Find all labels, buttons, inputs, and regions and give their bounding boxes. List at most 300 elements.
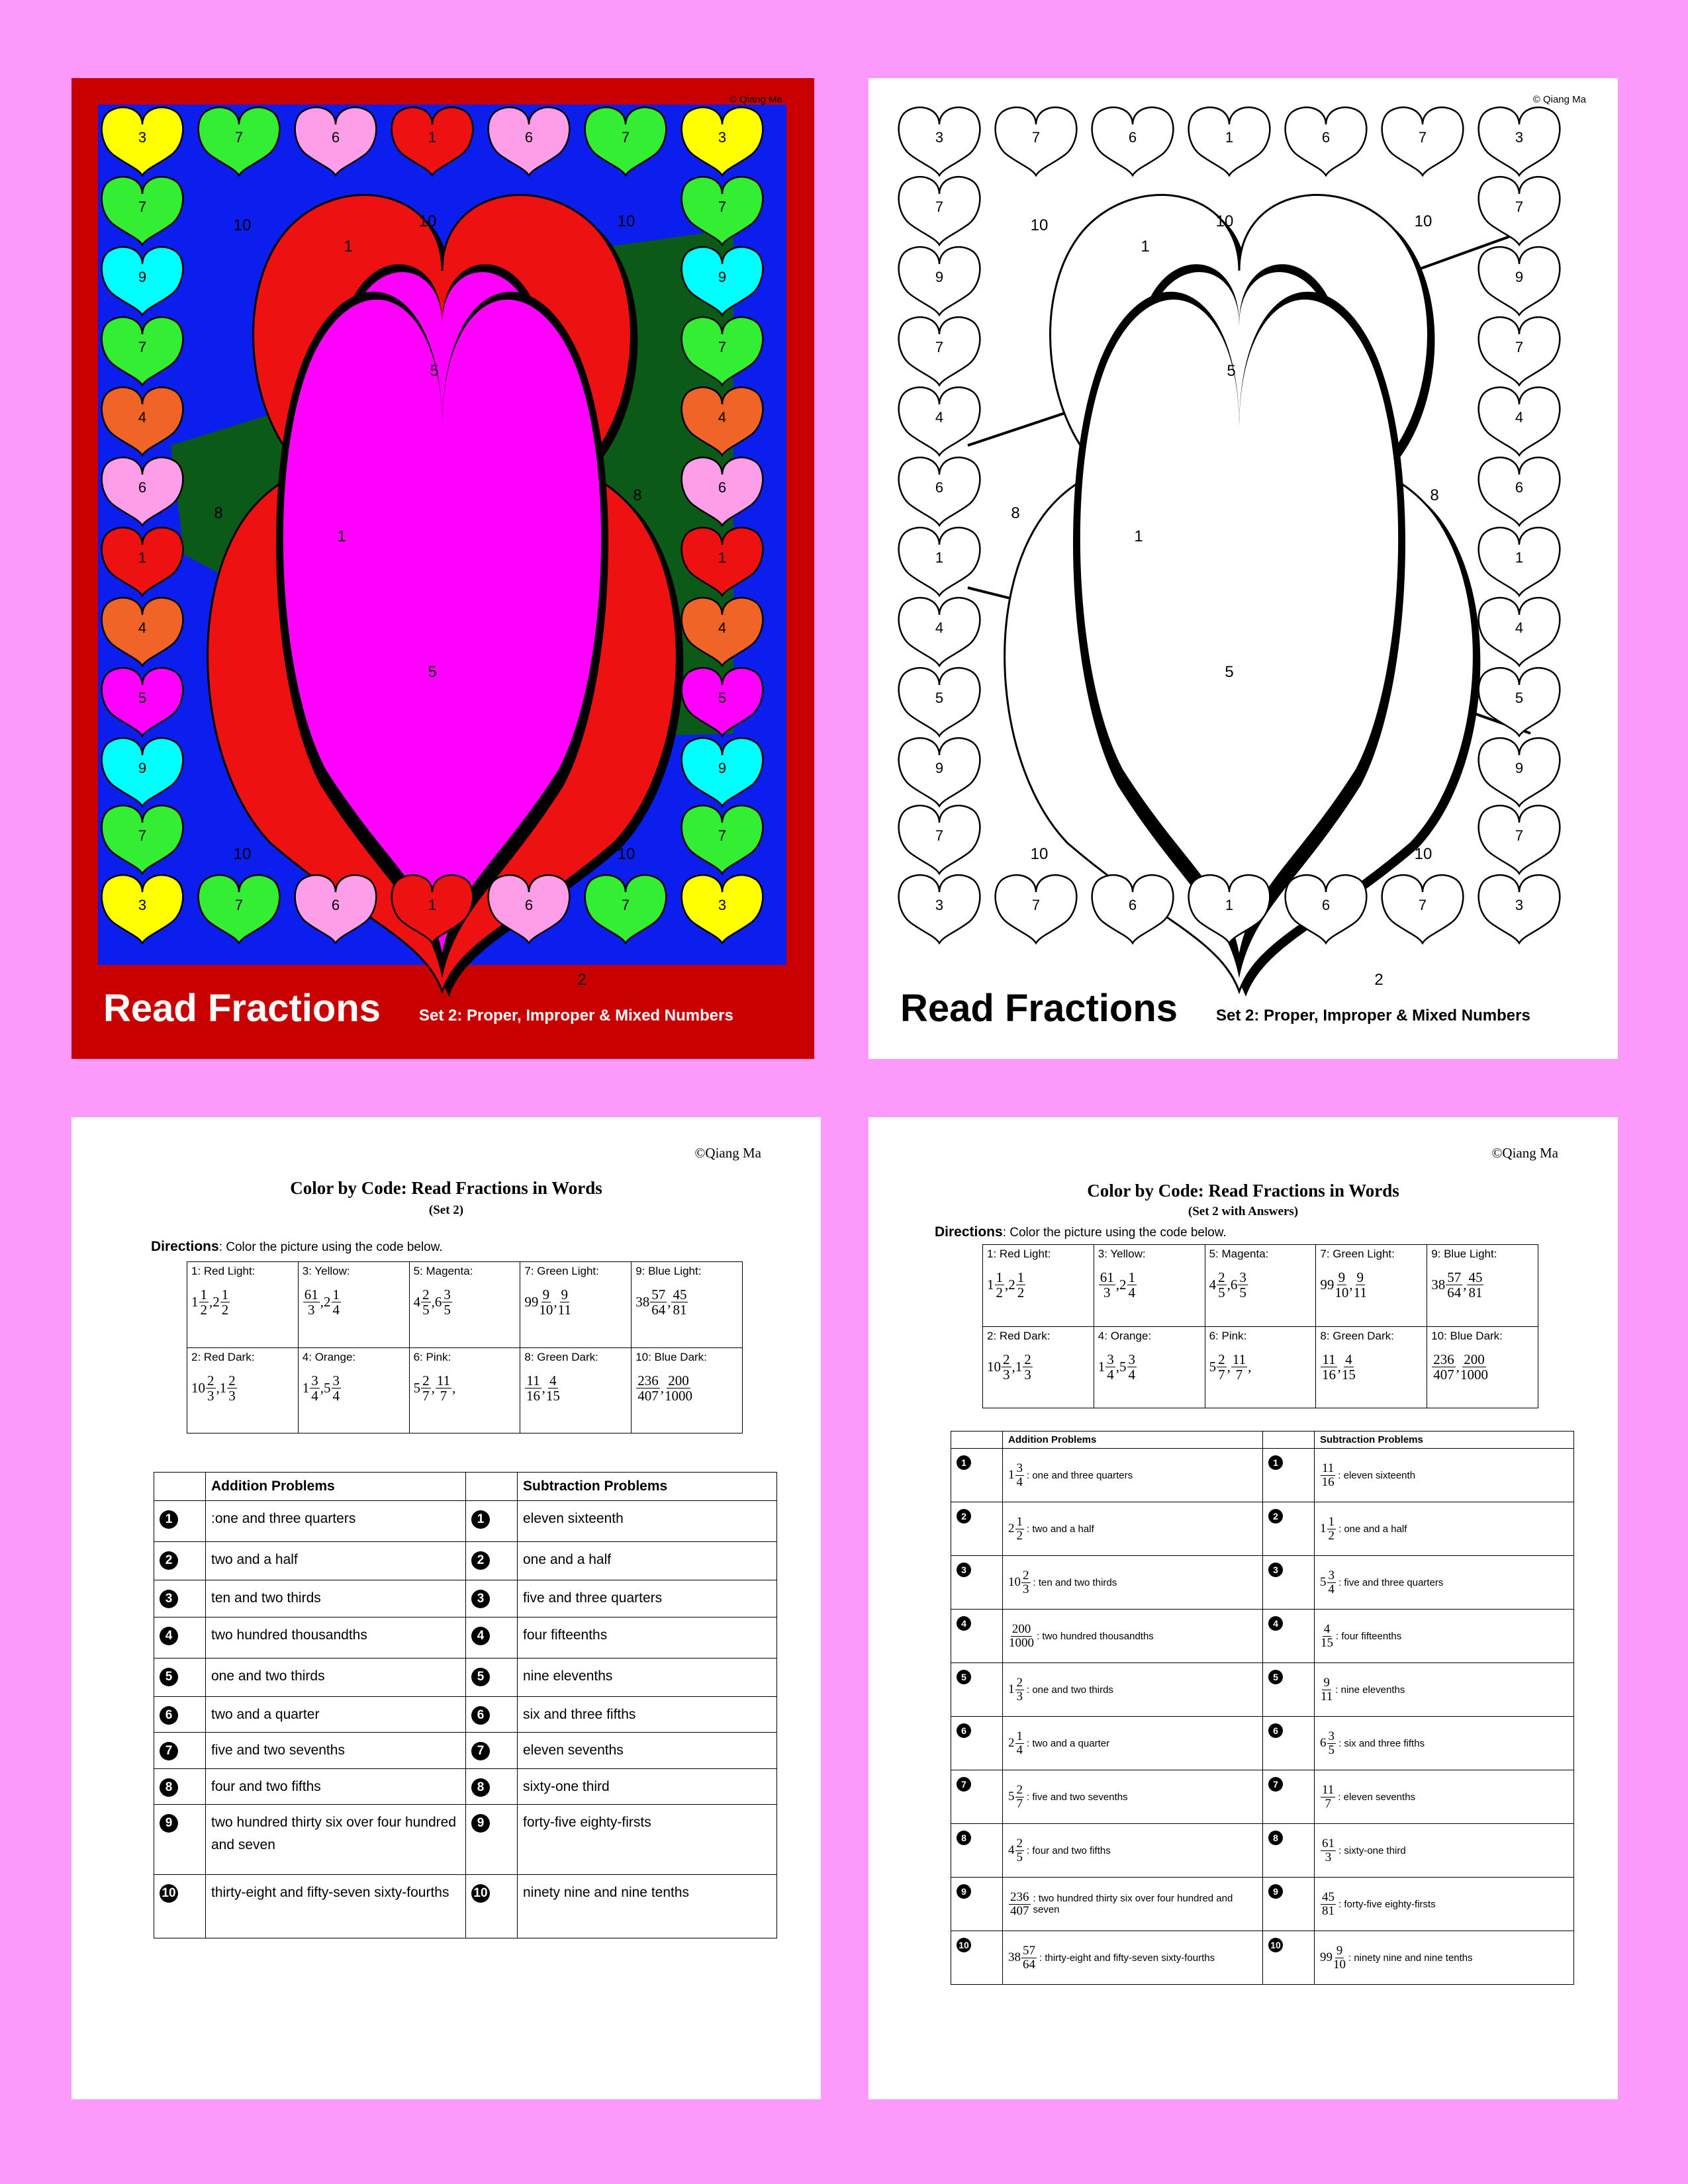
number-cell bbox=[154, 1805, 206, 1875]
numerator: 1 bbox=[200, 1287, 207, 1302]
heart-code-label: 4 bbox=[718, 619, 727, 636]
denominator: 16 bbox=[526, 1387, 540, 1404]
problem-number-badge: 7 bbox=[957, 1777, 971, 1792]
answer-row bbox=[951, 1502, 1574, 1556]
code-cell bbox=[983, 1245, 1094, 1327]
fraction-stack bbox=[1333, 1944, 1346, 1972]
fraction-stack bbox=[1354, 1270, 1367, 1300]
numerator: 200 bbox=[668, 1372, 689, 1388]
numerator: 11 bbox=[526, 1372, 540, 1388]
code-label: 4: Orange: bbox=[1098, 1329, 1152, 1342]
number-cell bbox=[1263, 1931, 1315, 1985]
problem-number-badge: 4 bbox=[160, 1627, 178, 1645]
fraction-stack bbox=[1432, 1352, 1456, 1382]
header-blank bbox=[951, 1432, 1003, 1449]
comma: , bbox=[320, 1294, 324, 1310]
numerator: 45 bbox=[1322, 1889, 1335, 1904]
comma: , bbox=[1011, 1358, 1015, 1375]
whole-number: 1 bbox=[219, 1379, 227, 1396]
heart-code-label: 9 bbox=[138, 269, 147, 285]
denominator: 5 bbox=[444, 1302, 451, 1318]
problem-number-badge: 4 bbox=[471, 1627, 490, 1645]
fraction bbox=[1119, 1352, 1137, 1382]
heart-code-label: 7 bbox=[621, 129, 630, 146]
problem-row bbox=[154, 1733, 777, 1769]
fraction bbox=[1231, 1270, 1248, 1300]
whole-number: 1 bbox=[1008, 1468, 1015, 1482]
heart-code-label: 3 bbox=[935, 897, 944, 913]
addition-answer bbox=[1003, 1824, 1263, 1878]
number-cell bbox=[466, 1875, 518, 1938]
problem-number-badge: 3 bbox=[957, 1563, 971, 1577]
denominator: 4 bbox=[332, 1302, 340, 1318]
region-label: 1 bbox=[337, 527, 346, 545]
numerator: 3 bbox=[332, 1372, 340, 1388]
comma: , bbox=[1349, 1277, 1353, 1293]
fraction-stack bbox=[1321, 1676, 1333, 1704]
heart-code-label: 3 bbox=[1515, 129, 1524, 146]
whole-number: 1 bbox=[987, 1277, 994, 1293]
code-label: 6: Pink: bbox=[413, 1350, 451, 1363]
answer-row bbox=[951, 1556, 1574, 1610]
problem-number-badge: 6 bbox=[1268, 1723, 1283, 1738]
fraction bbox=[1320, 1270, 1349, 1300]
denominator: 407 bbox=[637, 1387, 659, 1404]
numerator: 57 bbox=[651, 1287, 666, 1302]
whole-number: 2 bbox=[212, 1294, 220, 1310]
numerator: 2 bbox=[207, 1372, 214, 1388]
worksheet-copyright: ©Qiang Ma bbox=[694, 1145, 761, 1161]
number-cell bbox=[951, 1824, 1003, 1878]
numerator: 3 bbox=[1328, 1729, 1335, 1743]
answer-words: : two hundred thousandths bbox=[1037, 1630, 1154, 1642]
fraction-stack bbox=[1021, 1569, 1031, 1596]
answer bbox=[1320, 1944, 1473, 1972]
answer bbox=[1320, 1569, 1443, 1596]
heart-code-label: 4 bbox=[935, 409, 944, 426]
denominator: 7 bbox=[1218, 1366, 1225, 1383]
problem-number-badge: 1 bbox=[471, 1510, 490, 1529]
problems-table bbox=[154, 1472, 777, 1938]
fraction-stack bbox=[1321, 1837, 1336, 1864]
answer-words: : sixty-one third bbox=[1338, 1844, 1406, 1856]
heart-code-label: 9 bbox=[935, 269, 944, 285]
heart-code-label: 7 bbox=[718, 339, 727, 355]
region-label: 5 bbox=[1225, 663, 1234, 681]
fraction bbox=[1431, 1352, 1456, 1382]
cover-title: Read Fractions bbox=[103, 987, 381, 1030]
answer bbox=[1008, 1784, 1128, 1811]
subtraction-answer bbox=[1315, 1663, 1574, 1717]
problem-number-badge: 2 bbox=[160, 1551, 178, 1570]
problem-number-badge: 3 bbox=[160, 1590, 178, 1608]
denominator: 4 bbox=[1328, 1582, 1335, 1596]
code-cell bbox=[1316, 1245, 1427, 1327]
heart-code-label: 6 bbox=[935, 479, 944, 496]
answer bbox=[1320, 1516, 1407, 1543]
answer-words: : six and three fifths bbox=[1338, 1737, 1425, 1749]
fraction bbox=[1320, 1891, 1336, 1918]
heart-code-label: 4 bbox=[935, 619, 944, 636]
fraction bbox=[1119, 1270, 1137, 1300]
heart-code-label: 7 bbox=[138, 339, 147, 355]
answer-words: : ten and two thirds bbox=[1033, 1576, 1117, 1588]
answer-words: : eleven sevenths bbox=[1338, 1791, 1416, 1803]
problem-number-badge: 3 bbox=[471, 1590, 490, 1608]
number-cell bbox=[466, 1768, 518, 1805]
whole-number: 99 bbox=[1320, 1950, 1333, 1964]
problem-number-badge: 10 bbox=[160, 1884, 178, 1903]
addition-problem: two hundred thirty six over four hundred and seven bbox=[206, 1805, 466, 1875]
numerator: 1 bbox=[221, 1287, 229, 1302]
numerator: 11 bbox=[436, 1372, 451, 1388]
fraction-stack bbox=[546, 1373, 560, 1403]
code-label: 10: Blue Dark: bbox=[1431, 1329, 1503, 1342]
fraction bbox=[303, 1373, 320, 1403]
denominator: 11 bbox=[1353, 1285, 1367, 1301]
fraction bbox=[1008, 1569, 1031, 1596]
worksheet-subtitle: (Set 2) bbox=[428, 1203, 464, 1217]
cover-copyright: © Qiang Ma bbox=[729, 94, 782, 105]
fraction-stack bbox=[1321, 1462, 1335, 1489]
code-cell bbox=[1427, 1245, 1538, 1327]
fraction-stack bbox=[206, 1373, 216, 1403]
worksheet-copyright: ©Qiang Ma bbox=[1491, 1145, 1558, 1161]
subtraction-header: Subtraction Problems bbox=[518, 1473, 777, 1501]
heart-code-label: 4 bbox=[718, 409, 727, 426]
answer-words: : five and three quarters bbox=[1338, 1576, 1444, 1588]
denominator: 3 bbox=[207, 1387, 214, 1404]
comma: , bbox=[1227, 1277, 1231, 1293]
whole-number: 5 bbox=[1008, 1790, 1015, 1803]
number-cell bbox=[466, 1580, 518, 1617]
answer bbox=[1320, 1891, 1436, 1918]
denominator: 64 bbox=[1447, 1285, 1462, 1301]
fraction-stack bbox=[442, 1287, 452, 1317]
code-label: 1: Red Light: bbox=[191, 1265, 256, 1277]
heart-code-label: 3 bbox=[718, 897, 727, 913]
number-cell bbox=[951, 1610, 1003, 1663]
whole-number: 4 bbox=[413, 1294, 421, 1310]
region-label: 10 bbox=[418, 212, 437, 230]
number-cell bbox=[154, 1541, 206, 1580]
whole-number: 99 bbox=[524, 1294, 539, 1310]
comma: , bbox=[452, 1379, 456, 1396]
fraction bbox=[1008, 1784, 1025, 1811]
region-label: 10 bbox=[233, 845, 252, 863]
addition-problem: two and a quarter bbox=[206, 1696, 466, 1733]
denominator: 7 bbox=[1325, 1796, 1331, 1811]
region-label: 8 bbox=[633, 486, 642, 504]
comma: , bbox=[1005, 1277, 1009, 1293]
code-cell bbox=[1094, 1326, 1205, 1408]
addition-answer bbox=[1003, 1502, 1263, 1556]
fraction bbox=[1008, 1891, 1031, 1918]
number-cell bbox=[154, 1500, 206, 1541]
fraction-stack bbox=[421, 1373, 431, 1403]
denominator: 407 bbox=[1433, 1366, 1454, 1383]
answer bbox=[1320, 1837, 1406, 1864]
denominator: 7 bbox=[1016, 1796, 1023, 1811]
problem-number-badge: 5 bbox=[160, 1668, 178, 1686]
fraction-stack bbox=[199, 1287, 209, 1317]
code-cell bbox=[632, 1262, 743, 1348]
denominator: 5 bbox=[1239, 1285, 1246, 1301]
fraction bbox=[1231, 1352, 1248, 1382]
fraction-stack bbox=[436, 1373, 451, 1403]
comma: , bbox=[1248, 1358, 1252, 1375]
problem-row bbox=[154, 1696, 777, 1733]
fraction-stack bbox=[1015, 1730, 1025, 1757]
subtraction-problem: one and a half bbox=[518, 1541, 777, 1580]
cover-subtitle: Set 2: Proper, Improper & Mixed Numbers bbox=[419, 1007, 733, 1024]
code-label: 9: Blue Light: bbox=[635, 1265, 702, 1277]
region-label: 10 bbox=[617, 845, 635, 863]
problem-row bbox=[154, 1617, 777, 1658]
denominator: 7 bbox=[440, 1387, 447, 1404]
heart-code-label: 4 bbox=[1515, 619, 1524, 636]
number-cell bbox=[951, 1502, 1003, 1556]
fraction-stack bbox=[1016, 1270, 1026, 1300]
region-label: 10 bbox=[617, 212, 635, 230]
addition-answer bbox=[1003, 1878, 1263, 1931]
code-label: 4: Orange: bbox=[302, 1350, 356, 1363]
denominator: 81 bbox=[673, 1302, 687, 1318]
fraction bbox=[191, 1373, 216, 1403]
denominator: 3 bbox=[1023, 1582, 1029, 1596]
answer-row bbox=[951, 1449, 1574, 1502]
heart-code-label: 1 bbox=[1225, 129, 1234, 146]
fraction bbox=[1008, 1837, 1025, 1864]
denominator: 2 bbox=[200, 1302, 207, 1318]
addition-answer bbox=[1003, 1610, 1263, 1663]
numerator: 3 bbox=[1016, 1461, 1023, 1475]
problem-number-badge: 1 bbox=[1268, 1455, 1283, 1470]
heart-code-label: 6 bbox=[331, 897, 340, 913]
code-label: 10: Blue Dark: bbox=[635, 1350, 707, 1363]
fraction-stack bbox=[558, 1287, 571, 1317]
denominator: 15 bbox=[1341, 1366, 1356, 1383]
comma: , bbox=[320, 1379, 324, 1396]
problem-number-badge: 10 bbox=[957, 1938, 971, 1952]
subtraction-problem: eleven sixteenth bbox=[518, 1500, 777, 1541]
denominator: 3 bbox=[308, 1302, 315, 1318]
whole-number: 2 bbox=[324, 1294, 331, 1310]
whole-number: 10 bbox=[191, 1379, 205, 1396]
number-cell bbox=[1263, 1770, 1315, 1824]
code-cell bbox=[520, 1262, 632, 1348]
comma: , bbox=[431, 1294, 435, 1310]
heart-code-label: 9 bbox=[718, 269, 727, 285]
heart-code-label: 7 bbox=[1515, 339, 1524, 355]
denominator: 3 bbox=[1325, 1850, 1332, 1864]
numerator: 2 bbox=[1003, 1351, 1010, 1367]
fraction-stack bbox=[1321, 1784, 1335, 1811]
comma: , bbox=[553, 1294, 557, 1310]
number-cell bbox=[466, 1541, 518, 1580]
addition-answer bbox=[1003, 1931, 1263, 1985]
fraction-stack bbox=[1099, 1270, 1115, 1300]
answer bbox=[1320, 1462, 1415, 1489]
answer bbox=[1320, 1676, 1405, 1704]
denominator: 3 bbox=[1003, 1366, 1010, 1383]
whole-number: 10 bbox=[1008, 1575, 1021, 1589]
answer-words: : four fifteenths bbox=[1336, 1630, 1402, 1642]
whole-number: 1 bbox=[1015, 1358, 1023, 1375]
answer-row bbox=[951, 1610, 1574, 1663]
addition-header: Addition Problems bbox=[1003, 1432, 1263, 1449]
numerator: 2 bbox=[1016, 1675, 1023, 1690]
heart-code-label: 7 bbox=[1031, 129, 1041, 146]
code-label: 2: Red Dark: bbox=[987, 1329, 1051, 1342]
denominator: 1000 bbox=[1460, 1366, 1488, 1383]
heart-code-label: 5 bbox=[138, 690, 147, 706]
region-label: 10 bbox=[1414, 212, 1432, 230]
problem-number-badge: 5 bbox=[1268, 1670, 1283, 1684]
denominator: 4 bbox=[311, 1387, 318, 1404]
whole-number: 4 bbox=[1209, 1277, 1217, 1293]
subtraction-problem: six and three fifths bbox=[518, 1696, 777, 1733]
answer-row bbox=[951, 1824, 1574, 1878]
denominator: 7 bbox=[1235, 1366, 1243, 1383]
problem-number-badge: 8 bbox=[471, 1778, 490, 1797]
number-cell bbox=[1263, 1824, 1315, 1878]
region-label: 1 bbox=[344, 238, 353, 255]
numerator: 9 bbox=[1338, 1269, 1346, 1285]
denominator: 5 bbox=[1218, 1285, 1225, 1301]
problem-number-badge: 8 bbox=[1268, 1831, 1283, 1845]
answer-row bbox=[951, 1770, 1574, 1824]
fraction-stack bbox=[220, 1287, 230, 1317]
denominator: 4 bbox=[1016, 1475, 1023, 1489]
denominator: 10 bbox=[539, 1302, 553, 1318]
region-label: 10 bbox=[233, 216, 252, 234]
problem-number-badge: 4 bbox=[1268, 1616, 1283, 1631]
problem-number-badge: 5 bbox=[957, 1670, 971, 1684]
denominator: 4 bbox=[1016, 1743, 1023, 1757]
fraction bbox=[1320, 1730, 1336, 1757]
heart-code-label: 1 bbox=[1225, 897, 1234, 913]
numerator: 1 bbox=[1016, 1729, 1023, 1743]
fraction bbox=[664, 1373, 693, 1403]
subtraction-header: Subtraction Problems bbox=[1315, 1432, 1574, 1449]
region-label: 2 bbox=[577, 971, 586, 989]
fraction-stack bbox=[303, 1287, 320, 1317]
problems-header bbox=[951, 1432, 1574, 1449]
problem-row bbox=[154, 1875, 777, 1938]
number-cell bbox=[951, 1770, 1003, 1824]
numerator: 2 bbox=[1023, 1568, 1029, 1582]
denominator: 64 bbox=[1023, 1957, 1035, 1972]
fraction bbox=[635, 1287, 667, 1317]
problem-number-badge: 4 bbox=[957, 1616, 971, 1631]
whole-number: 1 bbox=[1008, 1682, 1015, 1696]
answer bbox=[1008, 1462, 1133, 1489]
addition-answer bbox=[1003, 1556, 1263, 1610]
number-cell bbox=[154, 1768, 206, 1805]
heart-code-label: 7 bbox=[1418, 129, 1427, 146]
whole-number: 2 bbox=[1119, 1277, 1127, 1293]
region-label: 8 bbox=[1430, 486, 1439, 504]
problem-number-badge: 3 bbox=[1268, 1563, 1283, 1577]
fraction-stack bbox=[1217, 1270, 1227, 1300]
problem-number-badge: 2 bbox=[957, 1509, 971, 1524]
cover-title: Read Fractions bbox=[900, 987, 1178, 1030]
numerator: 2 bbox=[1016, 1782, 1023, 1797]
addition-answer bbox=[1003, 1770, 1263, 1824]
fraction-stack bbox=[1015, 1676, 1025, 1704]
header-blank bbox=[154, 1473, 206, 1501]
code-cell bbox=[409, 1262, 520, 1348]
heart-code-label: 5 bbox=[935, 690, 944, 706]
whole-number: 2 bbox=[1008, 1736, 1015, 1750]
number-cell bbox=[154, 1617, 206, 1658]
answer-sheet bbox=[868, 1117, 1618, 2099]
subtraction-problem: eleven sevenths bbox=[518, 1733, 777, 1769]
answer-words: : one and two thirds bbox=[1027, 1684, 1113, 1696]
heart-code-label: 1 bbox=[138, 549, 147, 566]
answers-table bbox=[951, 1431, 1574, 1985]
heart-code-label: 9 bbox=[718, 760, 727, 776]
fraction bbox=[524, 1373, 541, 1403]
problem-number-badge: 10 bbox=[471, 1884, 490, 1903]
comma: , bbox=[209, 1294, 213, 1310]
problems-header bbox=[154, 1473, 777, 1501]
fraction-stack bbox=[1327, 1569, 1336, 1596]
comma: , bbox=[1115, 1358, 1120, 1375]
denominator: 3 bbox=[1024, 1366, 1031, 1383]
subtraction-answer bbox=[1315, 1449, 1574, 1502]
fraction bbox=[1008, 1730, 1025, 1757]
heart-code-label: 6 bbox=[1128, 897, 1137, 913]
fraction-stack bbox=[1127, 1352, 1137, 1382]
fraction bbox=[1015, 1352, 1033, 1382]
problem-row bbox=[154, 1658, 777, 1696]
problem-number-badge: 2 bbox=[471, 1551, 490, 1570]
code-cell bbox=[1205, 1326, 1316, 1408]
numerator: 2 bbox=[1218, 1351, 1225, 1367]
heart-code-label: 9 bbox=[1515, 760, 1524, 776]
code-cell bbox=[187, 1262, 299, 1348]
heart-code-label: 4 bbox=[138, 619, 147, 636]
denominator: 2 bbox=[1016, 1528, 1023, 1543]
comma: , bbox=[1227, 1358, 1231, 1375]
problem-row bbox=[154, 1768, 777, 1805]
denominator: 15 bbox=[1321, 1635, 1333, 1650]
answer-words: : thirty-eight and fifty-seven sixty-fourths bbox=[1039, 1952, 1215, 1964]
subtraction-answer bbox=[1315, 1878, 1574, 1931]
code-cell bbox=[298, 1262, 409, 1348]
fraction bbox=[671, 1287, 688, 1317]
fraction bbox=[987, 1352, 1012, 1382]
numerator: 9 bbox=[561, 1287, 568, 1302]
answer-words: : one and a half bbox=[1338, 1523, 1407, 1535]
code-label: 7: Green Light: bbox=[524, 1265, 599, 1277]
fraction bbox=[1320, 1944, 1346, 1972]
answer-words: : two and a half bbox=[1027, 1523, 1094, 1535]
whole-number: 6 bbox=[434, 1294, 442, 1310]
problem-number-badge: 8 bbox=[957, 1831, 971, 1845]
numerator: 2 bbox=[1016, 1836, 1023, 1850]
fraction-stack bbox=[665, 1373, 692, 1403]
whole-number: 5 bbox=[324, 1379, 331, 1396]
heart-code-label: 5 bbox=[1515, 690, 1524, 706]
heart-code-label: 4 bbox=[1515, 409, 1524, 426]
cover-art-color bbox=[71, 78, 814, 1059]
numerator: 9 bbox=[542, 1287, 550, 1302]
number-cell bbox=[1263, 1717, 1315, 1770]
problem-number-badge: 9 bbox=[471, 1814, 490, 1833]
